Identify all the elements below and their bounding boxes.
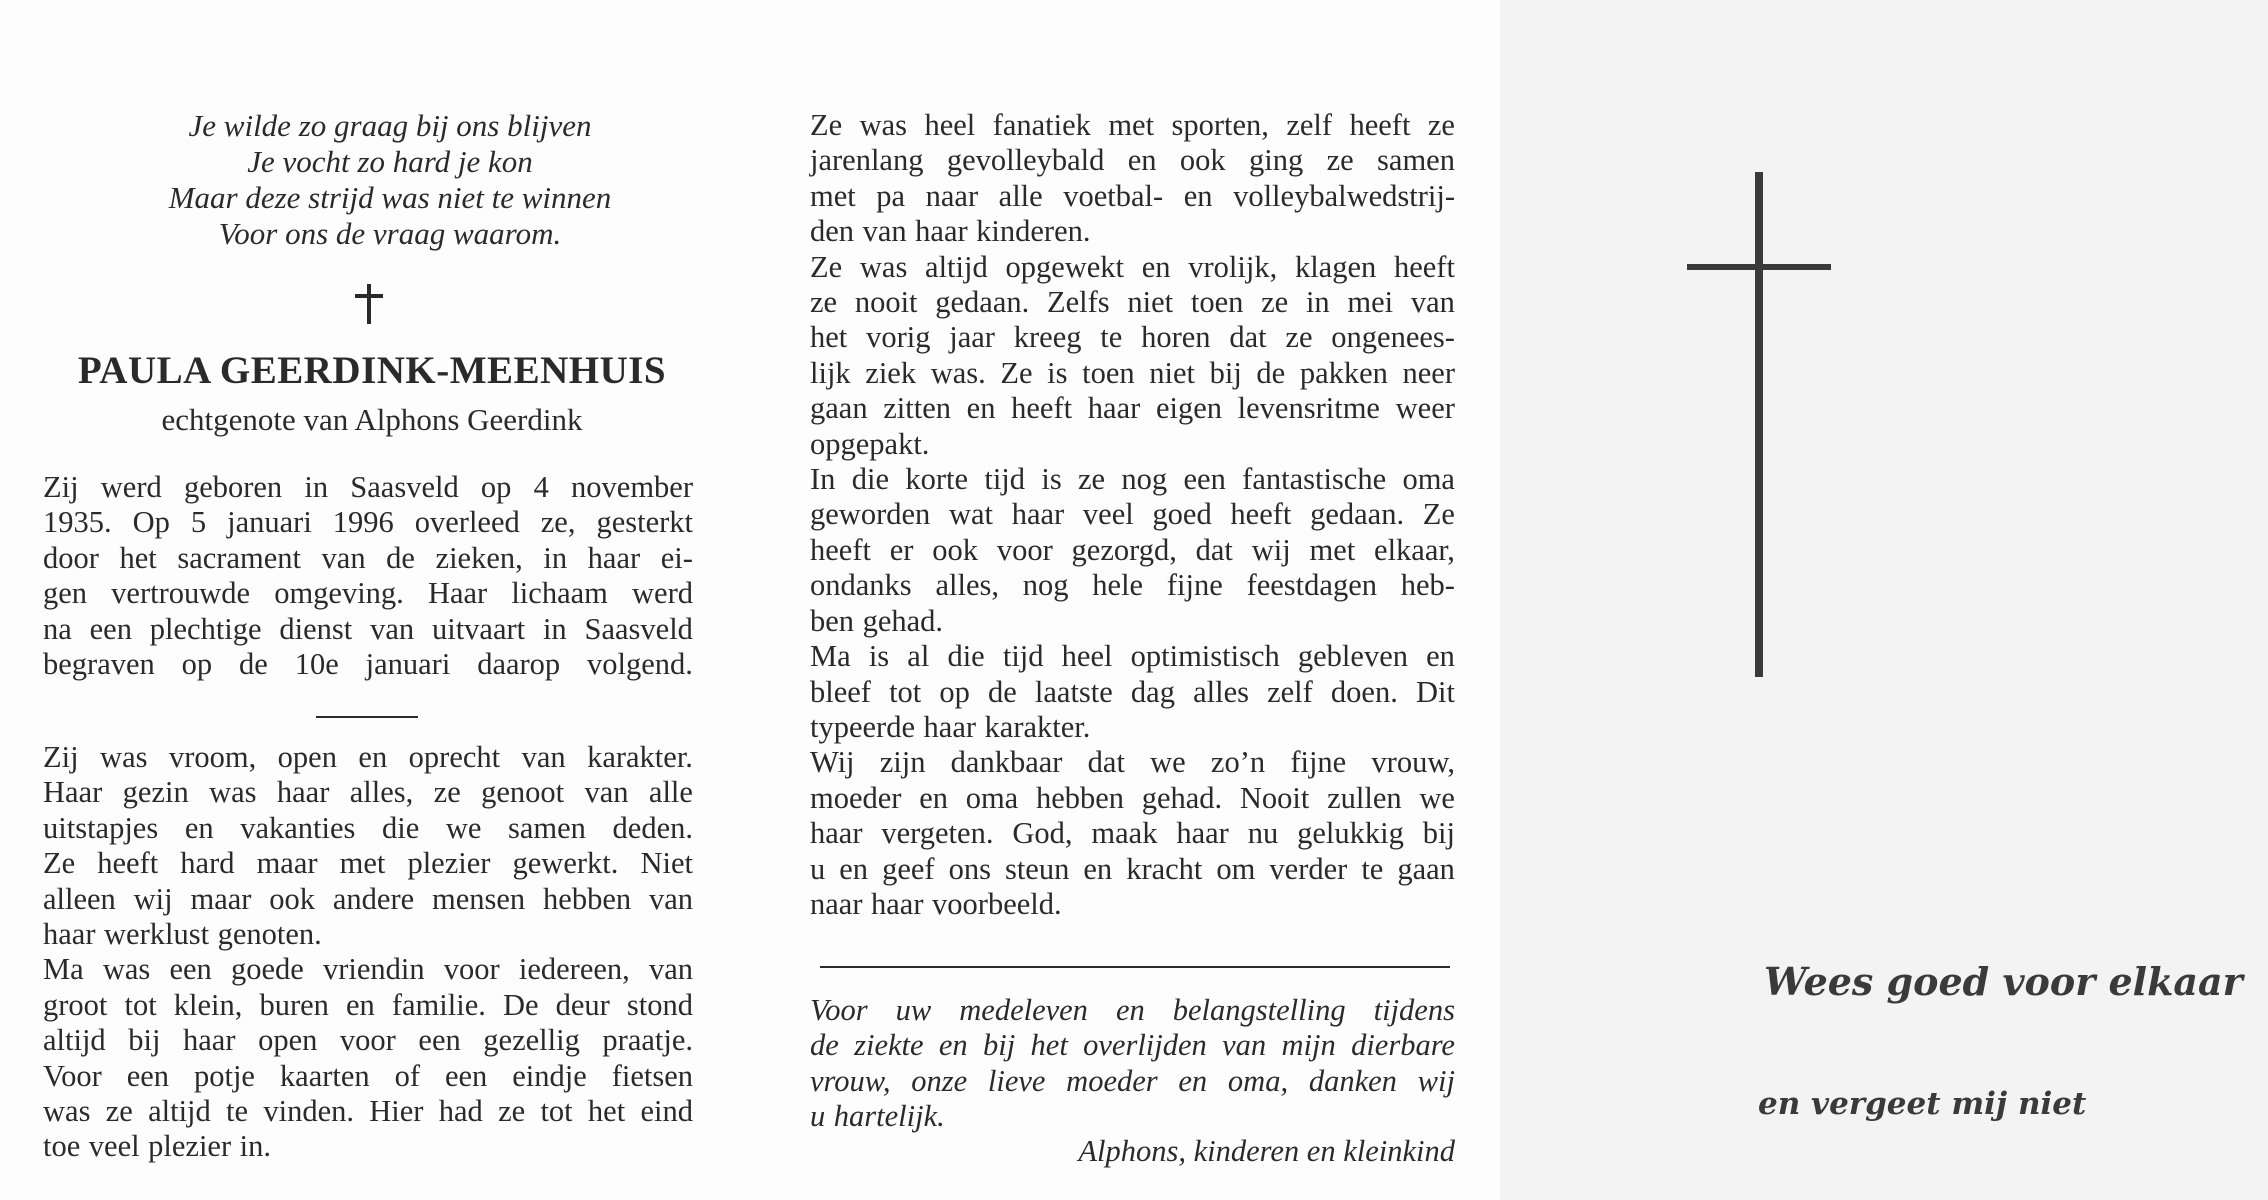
text-line: Zij werd geboren in Saasveld op 4 november bbox=[43, 470, 693, 504]
poem-line: Voor ons de vraag waarom. bbox=[218, 216, 562, 251]
signature: Alphons, kinderen en kleinkind bbox=[1078, 1134, 1455, 1168]
text-line: Voor een potje kaarten of een eindje fietsen bbox=[43, 1058, 693, 1093]
text-line: ondanks alles, nog hele fijne feestdagen heb- bbox=[810, 568, 1455, 603]
biography bbox=[43, 470, 693, 682]
text-line: was ze altijd te vinden. Hier had ze tot het eind bbox=[43, 1094, 693, 1129]
text-panel-middle bbox=[790, 0, 1500, 1200]
cover-panel bbox=[1500, 0, 2268, 1200]
text-line: Voor uw medeleven en belangstelling tijdens bbox=[810, 993, 1455, 1027]
poem bbox=[40, 108, 740, 252]
text-line: den van haar kinderen. bbox=[810, 214, 1091, 249]
text-line: haar werklust genoten. bbox=[43, 917, 322, 952]
text-line: u en geef ons steun en kracht om verder te gaan bbox=[810, 851, 1455, 886]
text-line: lijk ziek was. Ze is toen niet bij de pakken neer bbox=[810, 355, 1455, 390]
text-line: Wij zijn dankbaar dat we zo’n fijne vrouw, bbox=[810, 745, 1455, 780]
deceased-name: PAULA GEERDINK-MEENHUIS bbox=[77, 349, 667, 392]
text-line: u hartelijk. bbox=[810, 1099, 945, 1134]
text-line: opgepakt. bbox=[810, 426, 930, 461]
character-description bbox=[43, 740, 693, 1165]
text-line: Ze was altijd opgewekt en vrolijk, klagen heeft bbox=[810, 249, 1455, 284]
text-line: heeft er ook voor gezorgd, dat wij met elkaar, bbox=[810, 532, 1455, 567]
text-line: 1935. Op 5 januari 1996 overleed ze, gesterkt bbox=[43, 505, 693, 540]
text-line: het vorig jaar kreeg te horen dat ze ongenees- bbox=[810, 320, 1455, 355]
text-line: gaan zitten en heeft haar eigen levensritme weer bbox=[810, 391, 1455, 426]
text-line: ben gehad. bbox=[810, 603, 944, 638]
text-line: de ziekte en bij het overlijden van mijn dierbare bbox=[810, 1028, 1455, 1063]
text-line: begraven op de 10e januari daarop volgend. bbox=[43, 647, 693, 682]
text-line: geworden wat haar veel goed heeft gedaan. Ze bbox=[810, 497, 1455, 532]
text-line: naar haar voorbeeld. bbox=[810, 886, 1062, 921]
text-line: gen vertrouwde omgeving. Haar lichaam werd bbox=[43, 576, 693, 611]
text-line: Ma is al die tijd heel optimistisch gebleven en bbox=[810, 639, 1455, 674]
text-line: vrouw, onze lieve moeder en oma, danken wij bbox=[810, 1063, 1455, 1098]
memorial-text bbox=[810, 108, 1455, 922]
text-line: altijd bij haar open voor een gezellig praatje. bbox=[43, 1023, 693, 1058]
text-line: groot tot klein, buren en familie. De deur stond bbox=[43, 987, 693, 1022]
divider bbox=[820, 966, 1450, 968]
text-line: typeerde haar karakter. bbox=[810, 709, 1091, 744]
text-line: alleen wij maar ook andere mensen hebben van bbox=[43, 881, 693, 916]
text-line: haar vergeten. God, maak haar nu gelukkig bij bbox=[810, 816, 1455, 851]
text-line: door het sacrament van de zieken, in haar ei- bbox=[43, 540, 693, 575]
text-line: In die korte tijd is ze nog een fantastische oma bbox=[810, 462, 1455, 497]
text-line: Ze heeft hard maar met plezier gewerkt. Niet bbox=[43, 846, 693, 881]
text-panel-left bbox=[0, 0, 790, 1200]
text-line: Ze was heel fanatiek met sporten, zelf heeft ze bbox=[810, 108, 1455, 142]
text-line: uitstapjes en vakanties die we samen deden. bbox=[43, 810, 693, 845]
text-line: met pa naar alle voetbal- en volleybalwedstrij- bbox=[810, 178, 1455, 213]
text-line: Zij was vroom, open en oprecht van karakter. bbox=[43, 740, 693, 774]
poem-line: Maar deze strijd was niet te winnen bbox=[168, 180, 612, 215]
text-line: bleef tot op de laatste dag alles zelf doen. Dit bbox=[810, 674, 1455, 709]
spouse-line: echtgenote van Alphons Geerdink bbox=[161, 402, 583, 437]
cross-icon bbox=[355, 284, 383, 324]
text-line: toe veel plezier in. bbox=[43, 1129, 271, 1164]
cross-icon bbox=[1687, 172, 1831, 677]
poem-line: Je wilde zo graag bij ons blijven bbox=[188, 108, 592, 143]
text-line: Ma was een goede vriendin voor iedereen, van bbox=[43, 952, 693, 987]
text-line: Haar gezin was haar alles, ze genoot van alle bbox=[43, 775, 693, 810]
motto-line: en vergeet mij niet bbox=[1758, 1086, 2087, 1122]
motto-line: Wees goed voor elkaar bbox=[1764, 959, 2243, 1004]
poem-line: Je vocht zo hard je kon bbox=[247, 144, 533, 179]
thank-you-note bbox=[810, 993, 1455, 1135]
text-line: moeder en oma hebben gehad. Nooit zullen we bbox=[810, 780, 1455, 815]
text-line: jarenlang gevolleybald en ook ging ze samen bbox=[810, 143, 1455, 178]
text-line: ze nooit gedaan. Zelfs niet toen ze in mei van bbox=[810, 285, 1455, 320]
divider bbox=[316, 716, 418, 718]
text-line: na een plechtige dienst van uitvaart in Saasveld bbox=[43, 611, 693, 646]
